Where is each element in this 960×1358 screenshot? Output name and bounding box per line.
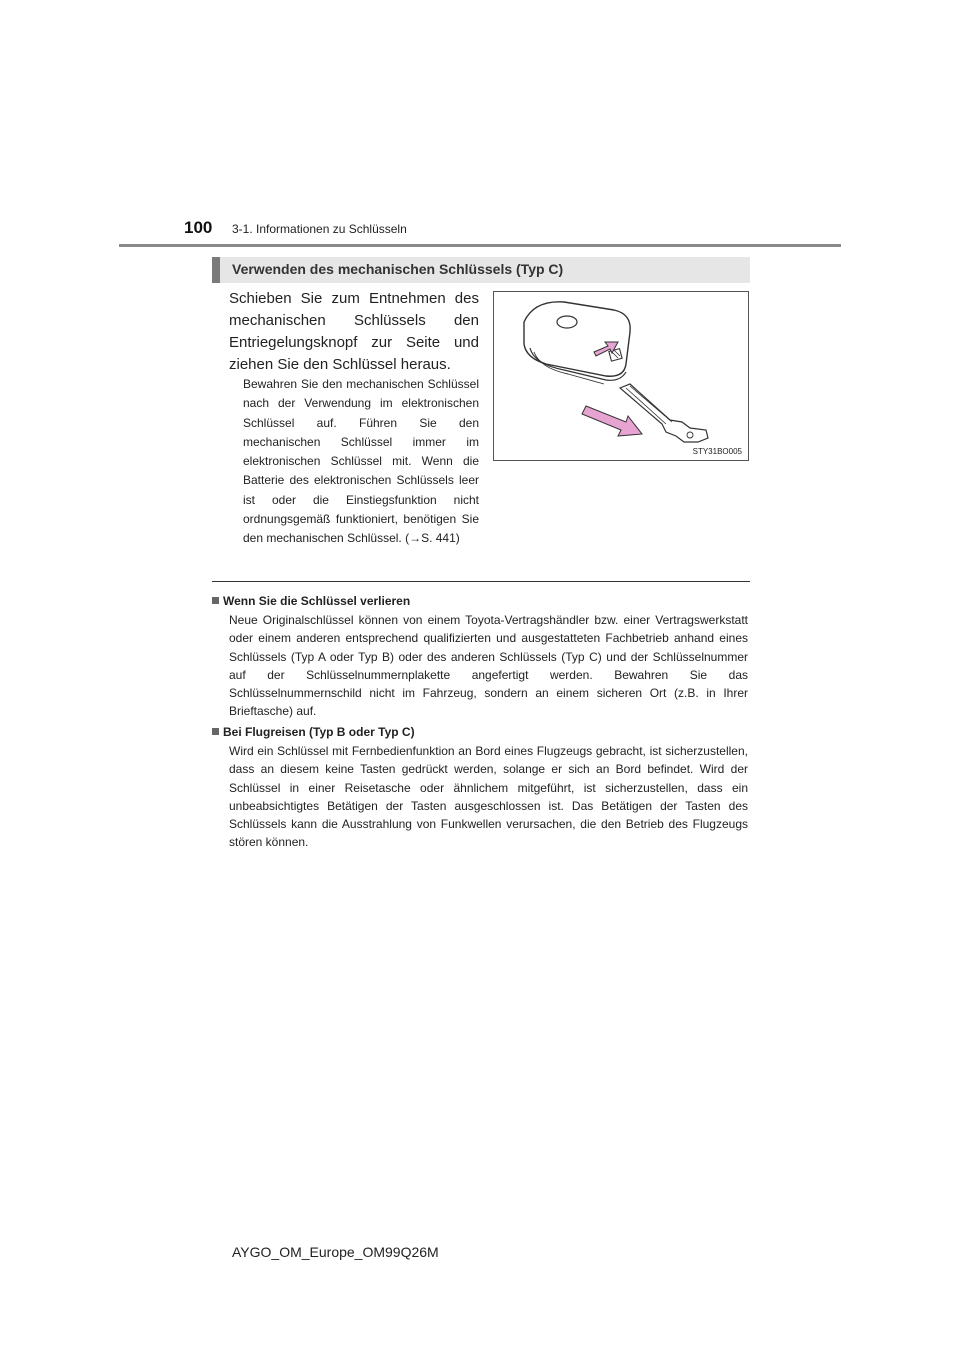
- key-illustration: [493, 291, 749, 461]
- note-text: Bewahren Sie den mechanischen Schlüssel nach der Verwendung im elektronischen Schlüssel auf. Führen Sie den mechanischen Schlüssel immer im elektronischen Schlüssel mit. Wenn die Batterie des elektronischen Schlüssels leer ist oder die Einstiegsfunktion nicht ordnungsgemäß funktioniert, benötigen Sie den mechanischen Schlüssel. (→S. 441): [243, 377, 479, 546]
- fob-button: [557, 316, 577, 328]
- info-block-body: Neue Originalschlüssel können von einem Toyota-Vertragshändler bzw. einer Vertragswerkstatt oder einem anderen entsprechend qualifizierten und ausgestatteten Fachbetrieb anhand eines Schlüssels (Typ A oder Typ B) oder des anderen Schlüssels (Typ C) und der Schlüsselnummer auf der Schlüsselnummernplakette angefertigt werden. Bewahren Sie das Schlüsselnummernschild nicht im Fahrzeug, sondern an einem sicheren Ort (z.B. in Ihrer Brieftasche) auf.: [229, 613, 748, 719]
- section-header: 3-1. Informationen zu Schlüsseln: [232, 222, 407, 236]
- header-rule: [119, 244, 841, 247]
- pull-arrow: [582, 406, 642, 436]
- figure-code: STY31BO005: [692, 447, 742, 456]
- info-block-title: Bei Flugreisen (Typ B oder Typ C): [212, 723, 748, 742]
- info-block-lost-keys: [212, 592, 748, 721]
- info-block-title: Wenn Sie die Schlüssel verlieren: [212, 592, 748, 611]
- square-bullet-icon: [212, 597, 219, 604]
- footer-label: AYGO_OM_Europe_OM99Q26M: [232, 1244, 439, 1260]
- info-block-air-travel: [212, 723, 748, 852]
- key-fob: [524, 302, 630, 376]
- subsection-title: Verwenden des mechanischen Schlüssels (Typ C): [232, 261, 564, 277]
- info-block-body: Wird ein Schlüssel mit Fernbedienfunktion an Bord eines Flugzeugs gebracht, ist sicherzustellen, dass an diesem keine Tasten gedrückt werden, solange er sich an Bord befindet. Wird der Schlüssel in einer Reisetasche oder ähnlichem mitgeführt, ist sicherzustellen, dass ein unbeabsichtigtes Betätigen der Tasten ausgeschlossen ist. Das Betätigen der Tasten des Schlüssels kann die Ausstrahlung von Funkwellen verursachen, die den Betrieb des Flugzeugs stören können.: [229, 744, 748, 850]
- square-bullet-icon: [212, 728, 219, 735]
- subsection-heading-bar: [212, 257, 750, 283]
- main-instruction: Schieben Sie zum Entnehmen des mechanischen Schlüssels den Entriegelungsknopf zur Seite und ziehen Sie den Schlüssel heraus.: [229, 290, 479, 373]
- page-number: 100: [184, 218, 213, 237]
- section-divider: [212, 581, 750, 582]
- key-illustration-drawing: [494, 292, 748, 460]
